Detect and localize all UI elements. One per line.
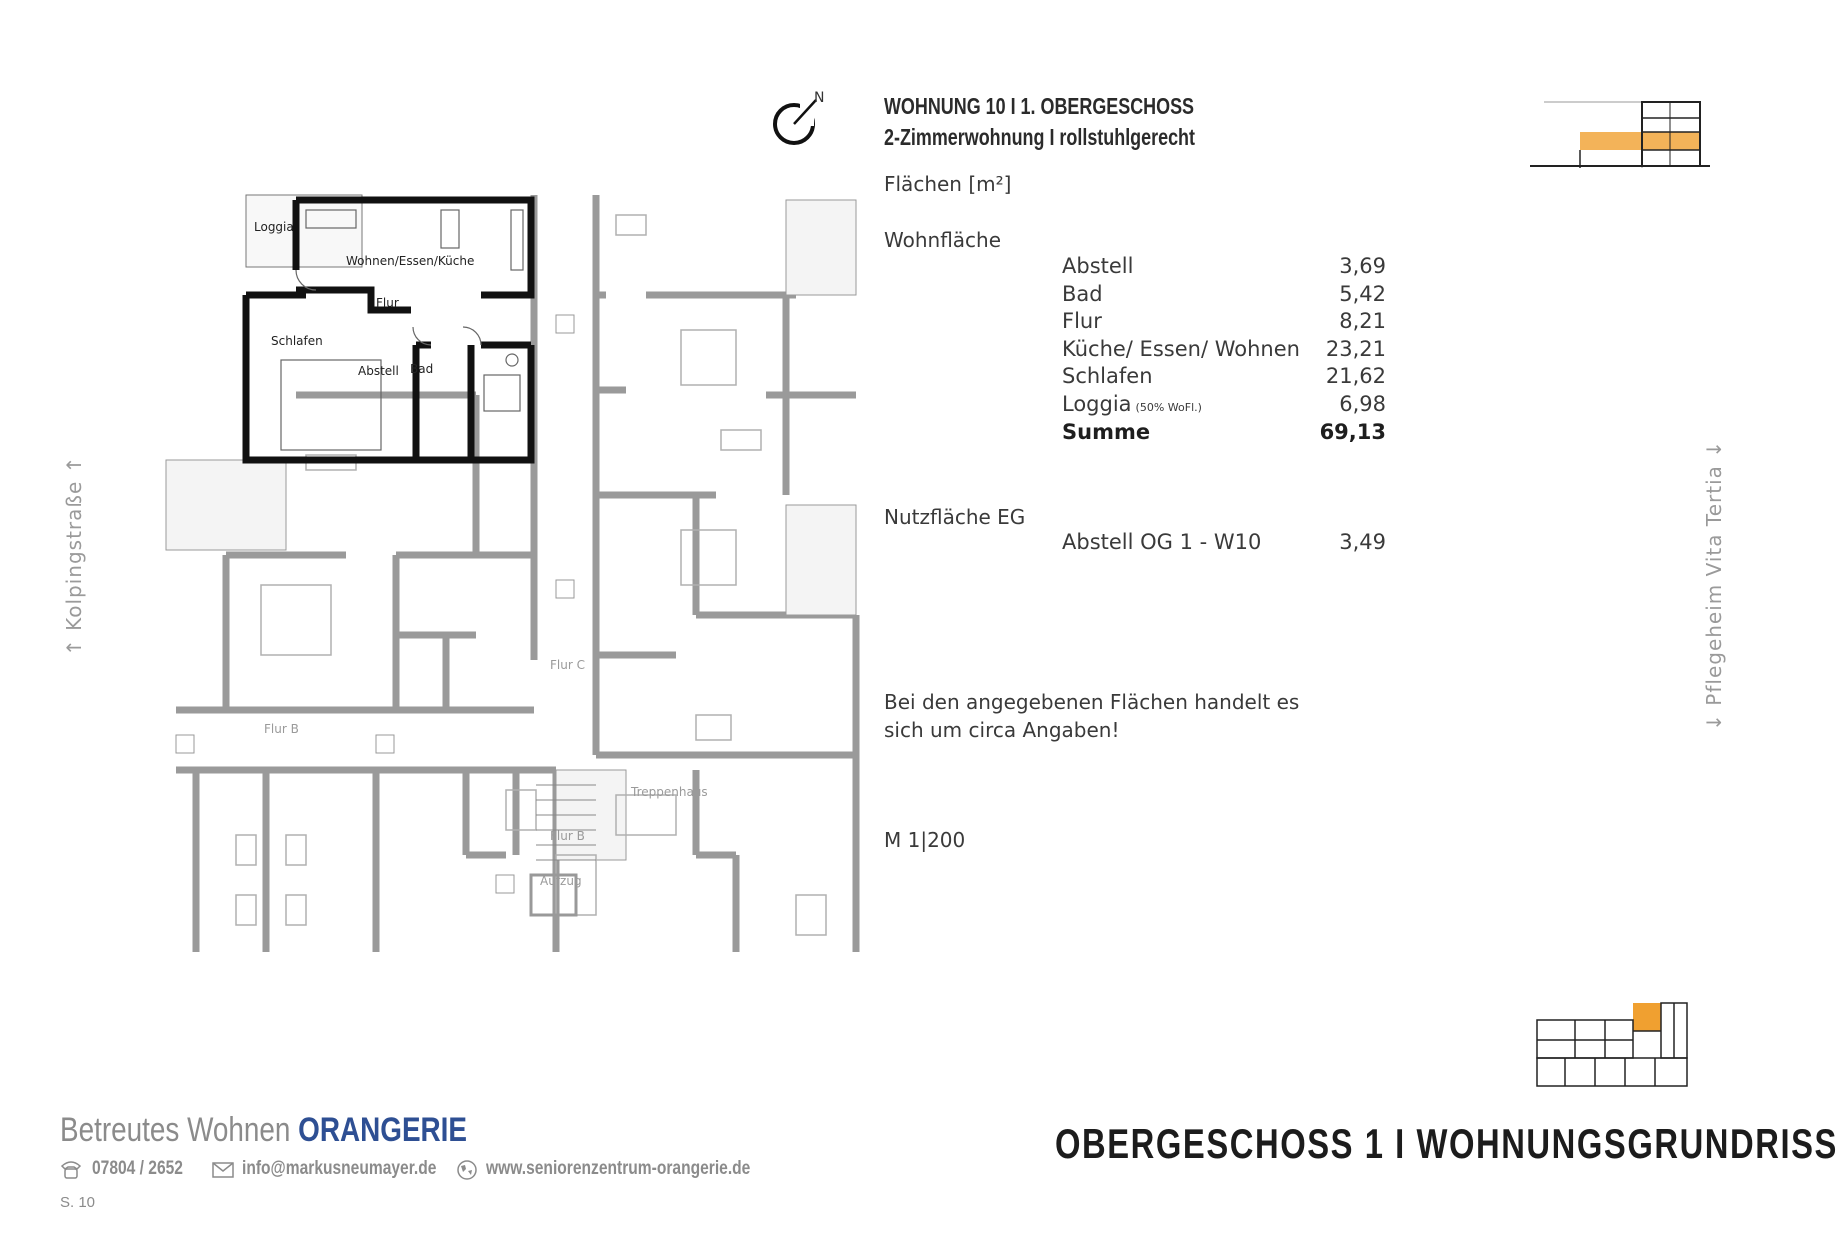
- plan-background-walls: [176, 195, 856, 952]
- street-label-right: ↓ Pflegeheim Vita Tertia ↓: [1702, 440, 1726, 731]
- sum-label: Summe: [1062, 420, 1151, 444]
- room-label-bad: Bad: [410, 362, 434, 376]
- area-row-kueche: [1062, 337, 1386, 365]
- area-row-label-wrap: [1062, 392, 1202, 416]
- email-link[interactable]: info@markusneumayer.de: [242, 1158, 437, 1179]
- phone-number: 07804 / 2652: [92, 1158, 183, 1179]
- plan-balconies: [166, 200, 856, 860]
- room-label-loggia: Loggia: [254, 220, 294, 234]
- room-label-flur: Flur: [376, 296, 399, 310]
- label-flur-b-2: Flur B: [550, 829, 585, 843]
- wohnflaeche-label: Wohnfläche: [884, 228, 1002, 252]
- nutz-row-value: 3,49: [1339, 530, 1386, 554]
- area-row-value: 21,62: [1325, 364, 1386, 388]
- nutz-row: [1062, 530, 1386, 558]
- room-label-schlafen: Schlafen: [271, 334, 323, 348]
- label-flur-c: Flur C: [550, 658, 585, 672]
- page-number: S. 10: [60, 1194, 96, 1211]
- street-label-left: ↑ Kolpingstraße ↑: [62, 455, 86, 656]
- floor-plan: [176, 195, 861, 952]
- room-label-abstell: Abstell: [358, 364, 399, 378]
- area-row-schlafen: [1062, 364, 1386, 392]
- label-flur-b: Flur B: [264, 722, 299, 736]
- area-row-value: 6,98: [1339, 392, 1386, 416]
- nutzflaeche-label: Nutzfläche EG: [884, 505, 1026, 529]
- scale-label: M 1|200: [884, 828, 966, 852]
- label-treppenhaus: Treppenhaus: [631, 785, 708, 799]
- area-row-value: 5,42: [1339, 282, 1386, 306]
- nutz-row-label: Abstell OG 1 - W10: [1062, 530, 1262, 554]
- area-row-note: (50% WoFl.): [1135, 401, 1202, 414]
- room-label-wohnen: Wohnen/Essen/Küche: [346, 254, 475, 268]
- disclaimer-line1: Bei den angegebenen Flächen handelt es: [884, 690, 1300, 714]
- area-row-bad: [1062, 282, 1386, 310]
- sum-value: 69,13: [1319, 420, 1386, 444]
- area-row-value: 8,21: [1339, 309, 1386, 333]
- compass-icon: [770, 86, 830, 150]
- section-thumbnail: [1530, 98, 1710, 174]
- area-row-label: Bad: [1062, 282, 1103, 306]
- unit-title: WOHNUNG 10 I 1. OBERGESCHOSS: [884, 93, 1195, 119]
- area-row-label: Loggia: [1062, 392, 1132, 416]
- area-row-value: 3,69: [1339, 254, 1386, 278]
- page-title: OBERGESCHOSS 1 I WOHNUNGSGRUNDRISS: [1055, 1120, 1838, 1167]
- website-link[interactable]: www.seniorenzentrum-orangerie.de: [486, 1158, 751, 1179]
- site-thumbnail: [1535, 998, 1695, 1088]
- compass-letter: N: [814, 90, 825, 106]
- area-row-sum: [1062, 420, 1386, 448]
- area-row-label: Flur: [1062, 309, 1102, 333]
- area-row-label: Küche/ Essen/ Wohnen: [1062, 337, 1300, 361]
- area-row-loggia: [1062, 392, 1386, 420]
- areas-heading: Flächen [m²]: [884, 172, 1012, 196]
- disclaimer-line2: sich um circa Angaben!: [884, 718, 1120, 742]
- brand-title: [60, 1111, 467, 1150]
- area-row-value: 23,21: [1325, 337, 1386, 361]
- area-row-flur: [1062, 309, 1386, 337]
- brand-prefix: Betreutes Wohnen: [60, 1111, 299, 1149]
- brand-name: ORANGERIE: [298, 1111, 468, 1149]
- phone-icon: [60, 1160, 82, 1180]
- area-row-label: Schlafen: [1062, 364, 1153, 388]
- area-row-abstell: [1062, 254, 1386, 282]
- unit-subtitle: 2-Zimmerwohnung I rollstuhlgerecht: [884, 124, 1195, 150]
- area-row-label: Abstell: [1062, 254, 1134, 278]
- label-aufzug: Aufzug: [540, 874, 582, 888]
- globe-icon: [456, 1159, 478, 1181]
- mail-icon: [212, 1162, 234, 1178]
